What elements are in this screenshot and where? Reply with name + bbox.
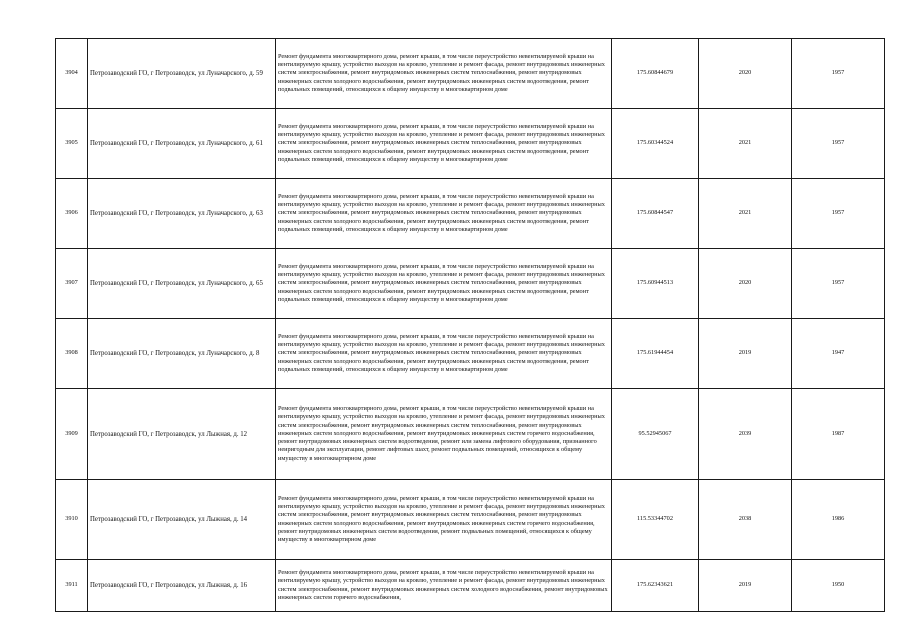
works-cell [276, 319, 612, 389]
works-cell [276, 389, 612, 480]
works-text: Ремонт фундамента многоквартирного дома, ремонт крыши, в том числе переустройство невентилируемой крыши на вентилируемую крышу, устройство выходов на кровлю, утепление и ремонт фасада, ремонт внутридомовых инженерных систем электроснабжения, ремонт внутридомовых инженерных систем теплоснабжения, ремонт внутридомовых инженерных систем холодного водоснабжения, ремонт внутридомовых инженерных систем водоотведения, ремонт подвальных помещений, относящихся к общему имуществу в многоквартирном доме [278, 122, 605, 163]
works-cell [276, 249, 612, 319]
table-row [56, 179, 885, 249]
build-year-cell: 1957 [792, 249, 885, 319]
repair-year-cell: 2020 [699, 249, 792, 319]
address-cell: Петрозаводский ГО, г Петрозаводск, ул Луначарского, д. 8 [88, 319, 276, 389]
build-year-cell: 1957 [792, 109, 885, 179]
cost-cell: 115.53344702 [612, 480, 699, 560]
build-year-cell: 1987 [792, 389, 885, 480]
row-number: 3907 [56, 249, 88, 319]
table-row [56, 319, 885, 389]
repair-year-cell: 2020 [699, 39, 792, 109]
build-year-cell: 1947 [792, 319, 885, 389]
build-year-cell: 1957 [792, 179, 885, 249]
cost-cell: 175.61944454 [612, 319, 699, 389]
repair-year-cell: 2021 [699, 109, 792, 179]
address-cell: Петрозаводский ГО, г Петрозаводск, ул Лыжная, д. 14 [88, 480, 276, 560]
row-number: 3911 [56, 560, 88, 612]
build-year-cell: 1957 [792, 39, 885, 109]
cost-cell: 175.60844547 [612, 179, 699, 249]
row-number: 3910 [56, 480, 88, 560]
address-cell: Петрозаводский ГО, г Петрозаводск, ул Луначарского, д. 59 [88, 39, 276, 109]
repair-year-cell: 2038 [699, 480, 792, 560]
repair-year-cell: 2019 [699, 560, 792, 612]
address-cell: Петрозаводский ГО, г Петрозаводск, ул Луначарского, д. 65 [88, 249, 276, 319]
works-text: Ремонт фундамента многоквартирного дома, ремонт крыши, в том числе переустройство невентилируемой крыши на вентилируемую крышу, устройство выходов на кровлю, утепление и ремонт фасада, ремонт внутридомовых инженерных систем электроснабжения, ремонт внутридомовых инженерных систем теплоснабжения, ремонт внутридомовых инженерных систем холодного водоснабжения, ремонт внутридомовых инженерных систем водоотведения, ремонт подвальных помещений, относящихся к общему имуществу в многоквартирном доме [278, 262, 605, 303]
works-text: Ремонт фундамента многоквартирного дома, ремонт крыши, в том числе переустройство невентилируемой крыши на вентилируемую крышу, устройство выходов на кровлю, утепление и ремонт фасада, ремонт внутридомовых инженерных систем электроснабжения, ремонт внутридомовых инженерных систем теплоснабжения, ремонт внутридомовых инженерных систем холодного водоснабжения, ремонт внутридомовых инженерных систем горячего водоснабжения, ремонт внутридомовых инженерных систем водоотведения, ремонт подвальных помещений, относящихся к общему имуществу в многоквартирном доме [278, 494, 605, 543]
table-row [56, 389, 885, 480]
table-row [56, 480, 885, 560]
works-cell [276, 560, 612, 612]
repair-year-cell: 2039 [699, 389, 792, 480]
cost-cell: 95.52945067 [612, 389, 699, 480]
cost-cell: 175.60944513 [612, 249, 699, 319]
repair-year-cell: 2021 [699, 179, 792, 249]
cost-cell: 175.60844679 [612, 39, 699, 109]
address-cell: Петрозаводский ГО, г Петрозаводск, ул Луначарского, д. 61 [88, 109, 276, 179]
repair-year-cell: 2019 [699, 319, 792, 389]
capital-repair-table [55, 38, 885, 612]
table-row [56, 560, 885, 612]
row-number: 3904 [56, 39, 88, 109]
row-number: 3909 [56, 389, 88, 480]
table-row [56, 249, 885, 319]
works-cell [276, 39, 612, 109]
cost-cell: 175.60344524 [612, 109, 699, 179]
works-text: Ремонт фундамента многоквартирного дома, ремонт крыши, в том числе переустройство невентилируемой крыши на вентилируемую крышу, устройство выходов на кровлю, утепление и ремонт фасада, ремонт внутридомовых инженерных систем электроснабжения, ремонт внутридомовых инженерных систем теплоснабжения, ремонт внутридомовых инженерных систем холодного водоснабжения, ремонт внутридомовых инженерных систем горячего водоснабжения, ремонт внутридомовых инженерных систем водоотведения, ремонт или замена лифтового оборудования, признанного неиригодным для эксплуатации, ремонт лифтовых шахт, ремонт подвальных помещений, относящихся к общему имуществу в многоквартирном доме [278, 405, 605, 462]
works-cell [276, 179, 612, 249]
row-number: 3906 [56, 179, 88, 249]
row-number: 3908 [56, 319, 88, 389]
cost-cell: 175.62343621 [612, 560, 699, 612]
address-cell: Петрозаводский ГО, г Петрозаводск, ул Лыжная, д. 12 [88, 389, 276, 480]
build-year-cell: 1950 [792, 560, 885, 612]
address-cell: Петрозаводский ГО, г Петрозаводск, ул Лыжная, д. 16 [88, 560, 276, 612]
row-number: 3905 [56, 109, 88, 179]
address-cell: Петрозаводский ГО, г Петрозаводск, ул Луначарского, д. 63 [88, 179, 276, 249]
build-year-cell: 1986 [792, 480, 885, 560]
works-text: Ремонт фундамента многоквартирного дома, ремонт крыши, в том числе переустройство невентилируемой крыши на вентилируемую крышу, устройство выходов на кровлю, утепление и ремонт фасада, ремонт внутридомовых инженерных систем электроснабжения, ремонт внутридомовых инженерных систем теплоснабжения, ремонт внутридомовых инженерных систем холодного водоснабжения, ремонт внутридомовых инженерных систем водоотведения, ремонт подвальных помещений, относящихся к общему имуществу в многоквартирном доме [278, 52, 605, 93]
works-cell [276, 480, 612, 560]
table-row [56, 39, 885, 109]
works-text: Ремонт фундамента многоквартирного дома, ремонт крыши, в том числе переустройство невентилируемой крыши на вентилируемую крышу, устройство выходов на кровлю, утепление и ремонт фасада, ремонт внутридомовых инженерных систем электроснабжения, ремонт внутридомовых инженерных систем холодного водоснабжения, ремонт внутридомовых инженерных систем горячего водоснабжения, [278, 569, 608, 601]
works-cell [276, 109, 612, 179]
table-row [56, 109, 885, 179]
works-text: Ремонт фундамента многоквартирного дома, ремонт крыши, в том числе переустройство невентилируемой крыши на вентилируемую крышу, устройство выходов на кровлю, утепление и ремонт фасада, ремонт внутридомовых инженерных систем электроснабжения, ремонт внутридомовых инженерных систем теплоснабжения, ремонт внутридомовых инженерных систем холодного водоснабжения, ремонт внутридомовых инженерных систем водоотведения, ремонт подвальных помещений, относящихся к общему имуществу в многоквартирном доме [278, 192, 605, 233]
works-text: Ремонт фундамента многоквартирного дома, ремонт крыши, в том числе переустройство невентилируемой крыши на вентилируемую крышу, устройство выходов на кровлю, утепление и ремонт фасада, ремонт внутридомовых инженерных систем электроснабжения, ремонт внутридомовых инженерных систем теплоснабжения, ремонт внутридомовых инженерных систем холодного водоснабжения, ремонт внутридомовых инженерных систем водоотведения, ремонт подвальных помещений, относящихся к общему имуществу в многоквартирном доме [278, 332, 605, 373]
